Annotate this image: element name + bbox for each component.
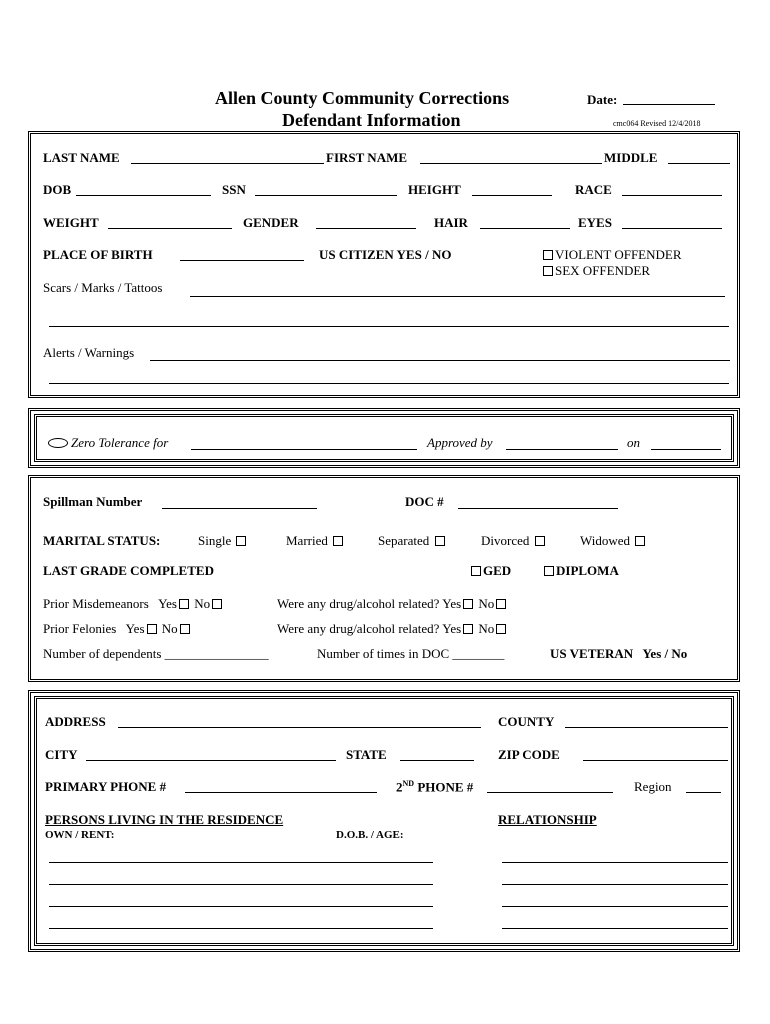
date-field[interactable] [623,104,715,105]
single-option[interactable] [198,533,248,549]
diploma-label: DIPLOMA [556,563,619,578]
resident-name-line-1[interactable] [49,862,433,863]
address-label: ADDRESS [45,714,106,729]
alerts-label: Alerts / Warnings [43,345,135,360]
zero-tolerance-option-icon[interactable] [48,438,68,448]
widowed-option[interactable] [580,533,647,549]
zero-tolerance-field[interactable] [191,449,417,450]
race-label: RACE [575,182,612,197]
relationship-line-3[interactable] [502,906,728,907]
region-label: Region [634,779,672,794]
primary-phone-field[interactable] [185,792,377,793]
gender-field[interactable] [316,228,416,229]
divorced-label: Divorced [481,533,530,548]
dob-age-label: D.O.B. / AGE: [336,829,404,841]
spillman-label: Spillman Number [43,494,143,509]
prior-felonies-row: Prior Felonies Yes No [43,621,192,637]
hair-label: HAIR [434,215,468,230]
weight-field[interactable] [108,228,232,229]
approved-by-label: Approved by [427,435,493,450]
felonies-yes-checkbox[interactable] [147,624,157,634]
doc-label: DOC # [405,494,444,509]
misdemeanors-drug-yes-checkbox[interactable] [463,599,473,609]
eyes-field[interactable] [622,228,722,229]
us-citizen-label: US CITIZEN YES / NO [319,247,452,262]
state-field[interactable] [400,760,474,761]
form-title: Allen County Community Corrections [215,88,510,108]
zip-code-label: ZIP CODE [498,747,560,762]
scars-field[interactable] [190,296,725,297]
relationship-line-1[interactable] [502,862,728,863]
misdemeanors-no-checkbox[interactable] [212,599,222,609]
place-of-birth-label: PLACE OF BIRTH [43,247,153,262]
middle-label: MIDDLE [604,150,658,165]
revision-note: cmc064 Revised 12/4/2018 [613,119,701,128]
single-label: Single [198,533,232,548]
second-phone-label: 2ND PHONE # [396,779,474,795]
us-veteran-yes-no[interactable]: Yes / No [642,646,688,661]
diploma-checkbox[interactable] [544,566,554,576]
divorced-checkbox[interactable] [535,536,545,546]
sex-offender-label: SEX OFFENDER [555,263,650,278]
violent-offender-label: VIOLENT OFFENDER [555,247,682,262]
felonies-drug-no-checkbox[interactable] [496,624,506,634]
height-label: HEIGHT [408,182,461,197]
resident-name-line-3[interactable] [49,906,433,907]
second-phone-field[interactable] [487,792,613,793]
county-label: COUNTY [498,714,555,729]
felonies-drug-yes-checkbox[interactable] [463,624,473,634]
dob-field[interactable] [76,195,211,196]
date-label: Date: [587,92,618,107]
own-rent-label: OWN / RENT: [45,829,115,841]
county-field[interactable] [565,727,728,728]
state-label: STATE [346,747,387,762]
height-field[interactable] [472,195,552,196]
first-name-field[interactable] [420,163,602,164]
address-field[interactable] [118,727,481,728]
divorced-option[interactable] [481,533,547,549]
resident-name-line-2[interactable] [49,884,433,885]
eyes-label: EYES [578,215,612,230]
region-field[interactable] [686,792,721,793]
married-checkbox[interactable] [333,536,343,546]
weight-label: WEIGHT [43,215,99,230]
ssn-field[interactable] [255,195,397,196]
relationship-line-2[interactable] [502,884,728,885]
misdemeanors-drug-no-checkbox[interactable] [496,599,506,609]
ssn-label: SSN [222,182,246,197]
scars-label: Scars / Marks / Tattoos [43,280,163,295]
felonies-no-checkbox[interactable] [180,624,190,634]
approved-by-field[interactable] [506,449,618,450]
single-checkbox[interactable] [236,536,246,546]
violent-offender-option[interactable] [541,247,682,263]
widowed-checkbox[interactable] [635,536,645,546]
race-field[interactable] [622,195,722,196]
married-label: Married [286,533,328,548]
resident-name-line-4[interactable] [49,928,433,929]
misdemeanors-drug-row: Were any drug/alcohol related? Yes No [277,596,508,612]
us-veteran-label: US VETERAN [550,646,634,661]
dob-label: DOB [43,182,72,197]
last-grade-label: LAST GRADE COMPLETED [43,563,214,578]
prior-misdemeanors-row: Prior Misdemeanors Yes No [43,596,224,612]
on-label: on [627,435,640,450]
on-date-field[interactable] [651,449,721,450]
married-option[interactable] [286,533,345,549]
sex-offender-option[interactable] [541,263,650,279]
dependents-label: Number of dependents ________________ [43,646,269,661]
first-name-label: FIRST NAME [326,150,408,165]
misdemeanors-yes-checkbox[interactable] [179,599,189,609]
ged-label: GED [483,563,512,578]
persons-living-heading: PERSONS LIVING IN THE RESIDENCE [45,812,284,827]
separated-label: Separated [378,533,430,548]
city-field[interactable] [86,760,336,761]
primary-phone-label: PRIMARY PHONE # [45,779,167,794]
diploma-option[interactable] [542,563,619,579]
relationship-heading: RELATIONSHIP [498,812,597,827]
zero-tolerance-label: Zero Tolerance for [48,435,168,451]
city-label: CITY [45,747,78,762]
felonies-drug-row: Were any drug/alcohol related? Yes No [277,621,508,637]
place-of-birth-field[interactable] [180,260,304,261]
zip-code-field[interactable] [583,760,728,761]
us-veteran-row [550,646,687,662]
separated-option[interactable] [378,533,447,549]
spillman-field[interactable] [162,508,317,509]
marital-status-label: MARITAL STATUS: [43,533,161,548]
relationship-line-4[interactable] [502,928,728,929]
doc-field[interactable] [458,508,618,509]
last-name-label: LAST NAME [43,150,120,165]
times-in-doc-label: Number of times in DOC ________ [317,646,505,661]
hair-field[interactable] [480,228,570,229]
last-name-field[interactable] [131,163,324,164]
separated-checkbox[interactable] [435,536,445,546]
form-subtitle: Defendant Information [282,110,461,130]
ged-option[interactable] [469,563,511,579]
sex-offender-checkbox[interactable] [543,266,553,276]
ged-checkbox[interactable] [471,566,481,576]
scars-field-line-2[interactable] [49,326,729,327]
gender-label: GENDER [243,215,299,230]
violent-offender-checkbox[interactable] [543,250,553,260]
widowed-label: Widowed [580,533,631,548]
middle-field[interactable] [668,163,730,164]
alerts-field[interactable] [150,360,730,361]
alerts-field-line-2[interactable] [49,383,729,384]
